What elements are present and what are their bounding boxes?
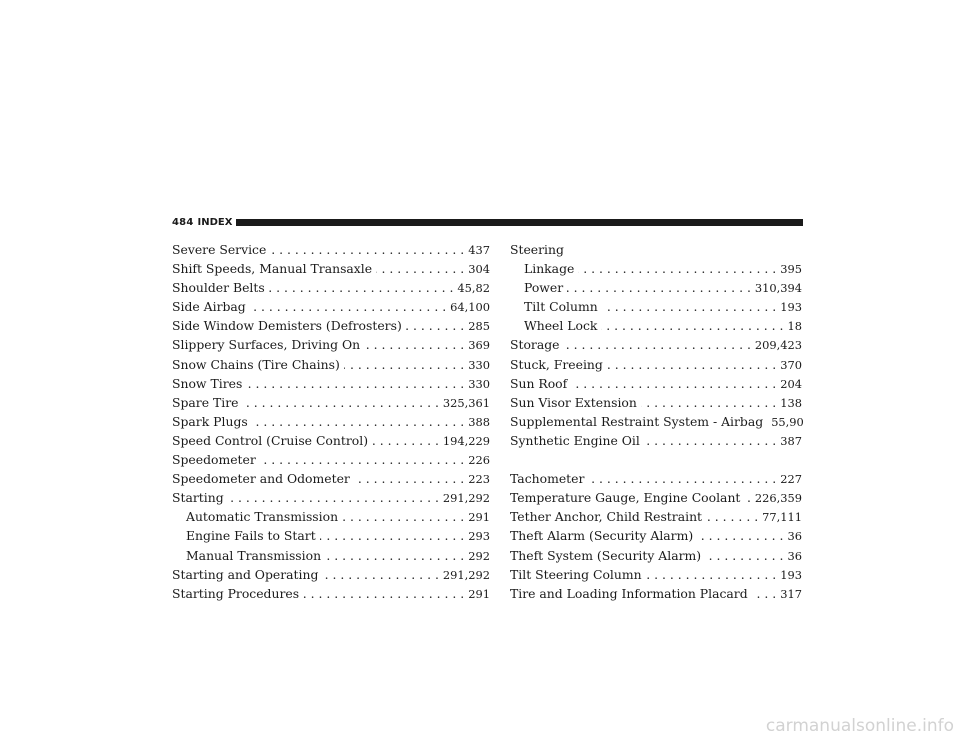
entry-page-ref: 204 (780, 376, 802, 391)
entry-label: Power (524, 280, 564, 296)
entry-page-ref: 310,394 (754, 281, 802, 296)
entry-label: Engine Fails to Start (186, 528, 316, 544)
page-number: 484 (172, 216, 194, 228)
entry-page-ref: 330 (468, 376, 490, 391)
dot-leader (406, 316, 464, 335)
index-entry (172, 584, 490, 603)
watermark-text: carmanualsonline.info (765, 716, 954, 736)
index-entry (172, 565, 490, 584)
index-entry (172, 526, 490, 545)
index-entry (510, 546, 802, 565)
entry-page-ref: 223 (468, 472, 490, 487)
index-entry (510, 526, 802, 545)
index-entry (172, 412, 490, 431)
entry-label: Spare Tire (172, 394, 239, 410)
index-entry (172, 431, 490, 450)
index-column-right (510, 240, 802, 603)
entry-label: Automatic Transmission (186, 509, 339, 525)
page-header (172, 215, 803, 229)
entry-label: Starting and Operating (172, 566, 319, 582)
dot-leader (578, 259, 776, 278)
dot-leader (325, 546, 464, 565)
entry-page-ref: 291 (468, 510, 490, 525)
entry-label: Wheel Lock (524, 318, 598, 334)
index-entry (172, 507, 490, 526)
dot-leader (228, 488, 439, 507)
group-spacer (510, 450, 802, 469)
index-group-s (510, 335, 802, 450)
entry-page-ref: 291,292 (442, 567, 490, 582)
entry-label: Severe Service (172, 242, 267, 257)
entry-label: Speedometer and Odometer (172, 471, 350, 487)
index-entry (510, 278, 802, 297)
index-entry (172, 393, 490, 412)
entry-label: Tilt Steering Column (510, 566, 642, 582)
entry-page-ref: 77,111 (762, 510, 802, 525)
entry-page-ref: 292 (468, 548, 490, 563)
index-entry (510, 393, 802, 412)
entry-label: Speedometer (172, 452, 256, 468)
dot-leader (601, 316, 783, 335)
entry-label: Theft Alarm (Security Alarm) (510, 528, 694, 544)
index-entry (510, 488, 802, 507)
entry-page-ref: 227 (780, 472, 802, 487)
entry-label: Temperature Gauge, Engine Coolant (510, 490, 741, 506)
dot-leader (270, 240, 464, 259)
entry-page-ref: 36 (787, 548, 802, 563)
index-entry (510, 412, 802, 431)
entry-label: Sun Visor Extension (510, 394, 637, 410)
dot-leader (250, 297, 446, 316)
dot-leader (697, 526, 783, 545)
index-entry (172, 450, 490, 469)
entry-label: Stuck, Freeing (510, 356, 603, 372)
dot-leader (344, 355, 464, 374)
header-rule (236, 219, 803, 226)
entry-page-ref: 293 (468, 529, 490, 544)
index-group-t (510, 469, 802, 603)
entry-page-ref: 291,292 (442, 491, 490, 506)
entry-page-ref: 55,90 (771, 414, 804, 429)
entry-page-ref: 194,229 (442, 433, 490, 448)
entry-page-ref: 325,361 (442, 395, 490, 410)
entry-page-ref: 64,100 (450, 300, 490, 315)
index-entry (172, 374, 490, 393)
dot-leader (372, 431, 439, 450)
entry-page-ref: 285 (468, 319, 490, 334)
index-entry (510, 297, 802, 316)
entry-label: Slippery Surfaces, Driving On (172, 337, 361, 353)
index-entry (510, 259, 802, 278)
index-entry (172, 297, 490, 316)
entry-label: Linkage (524, 261, 575, 277)
entry-label: Shift Speeds, Manual Transaxle (172, 261, 373, 277)
dot-leader (243, 393, 439, 412)
entry-page-ref: 138 (780, 395, 802, 410)
entry-page-ref: 330 (468, 357, 490, 372)
index-column-left (172, 240, 490, 603)
dot-leader (607, 355, 776, 374)
dot-leader (246, 374, 464, 393)
entry-page-ref: 226,359 (754, 491, 802, 506)
entry-label: Snow Chains (Tire Chains) (172, 356, 340, 372)
dot-leader (588, 469, 776, 488)
dot-leader (602, 297, 777, 316)
index-entry (510, 469, 802, 488)
entry-label: Sun Roof (510, 375, 568, 391)
entry-page-ref: 437 (468, 243, 490, 257)
dot-leader (269, 278, 454, 297)
entry-label: Snow Tires (172, 375, 243, 391)
entry-label: Speed Control (Cruise Control) (172, 432, 369, 448)
entry-label: Manual Transmission (186, 547, 322, 563)
index-entry (172, 335, 490, 354)
dot-leader (752, 584, 777, 603)
index-entry (510, 431, 802, 450)
entry-label: Synthetic Engine Oil (510, 432, 640, 448)
dot-leader (571, 374, 776, 393)
index-entry (172, 278, 490, 297)
dot-leader (303, 584, 464, 603)
index-entry (510, 316, 802, 335)
entry-label: Tachometer (510, 471, 585, 487)
dot-leader (364, 335, 464, 354)
entry-page-ref: 369 (468, 338, 490, 353)
entry-label: Storage (510, 337, 560, 353)
index-entry (172, 259, 490, 278)
entry-label: Tire and Loading Information Placard (510, 585, 748, 601)
entry-page-ref: 317 (780, 586, 802, 601)
dot-leader (641, 393, 776, 412)
dot-leader (252, 412, 465, 431)
entry-page-ref: 45,82 (457, 281, 490, 296)
entry-page-ref: 193 (780, 300, 802, 315)
entry-label: Tether Anchor, Child Restraint (510, 509, 703, 525)
dot-leader (567, 278, 751, 297)
entry-label: Side Airbag (172, 299, 246, 315)
entry-page-ref: 226 (468, 453, 490, 468)
entry-label: Side Window Demisters (Defrosters) (172, 318, 402, 334)
entry-label: Starting Procedures (172, 585, 300, 601)
entry-page-ref: 304 (468, 262, 490, 277)
index-entry (510, 374, 802, 393)
dot-leader (744, 488, 750, 507)
index-entry (172, 469, 490, 488)
index-entry (172, 488, 490, 507)
dot-leader (260, 450, 464, 469)
entry-page-ref: 193 (780, 567, 802, 582)
index-entry (510, 355, 802, 374)
entry-page-ref: 291 (468, 586, 490, 601)
index-entry (510, 507, 802, 526)
entry-page-ref: 387 (780, 433, 802, 448)
dot-leader (320, 526, 465, 545)
entry-label: Theft System (Security Alarm) (510, 547, 702, 563)
index-heading-steering: Steering (510, 242, 564, 257)
entry-page-ref: 395 (780, 262, 802, 277)
entry-page-ref: 209,423 (754, 338, 802, 353)
entry-label: Supplemental Restraint System - Airbag (510, 413, 764, 429)
index-entry (172, 316, 490, 335)
index-entry (172, 355, 490, 374)
entry-label: Starting (172, 490, 224, 506)
section-title: INDEX (197, 216, 233, 228)
dot-leader (354, 469, 464, 488)
entry-page-ref: 370 (780, 357, 802, 372)
entry-page-ref: 18 (787, 319, 802, 334)
dot-leader (564, 335, 751, 354)
index-entry (510, 335, 802, 354)
index-entry (172, 546, 490, 565)
dot-leader (376, 259, 464, 278)
dot-leader (706, 507, 758, 526)
entry-page-ref: 36 (787, 529, 802, 544)
dot-leader (705, 546, 783, 565)
index-entry (510, 584, 802, 603)
entry-page-ref: 388 (468, 414, 490, 429)
index-entry (172, 240, 490, 259)
entry-label: Shoulder Belts (172, 280, 265, 296)
dot-leader (646, 565, 777, 584)
dot-leader (342, 507, 464, 526)
dot-leader (644, 431, 776, 450)
entry-label: Spark Plugs (172, 413, 248, 429)
entry-label: Tilt Column (524, 299, 598, 315)
index-entry (510, 565, 802, 584)
dot-leader (322, 565, 438, 584)
steering-subentries (510, 259, 802, 335)
